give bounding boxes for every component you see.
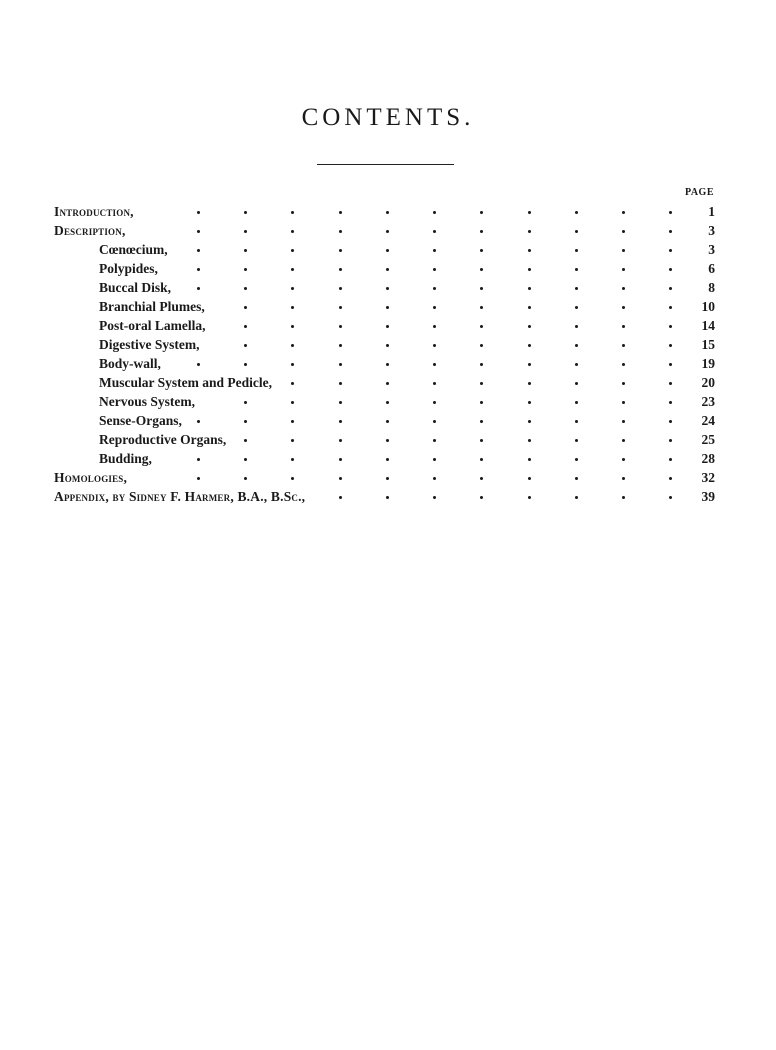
leader-dot [244,477,247,480]
leader-dot [622,325,625,328]
leader-dot [197,268,200,271]
leader-dot [291,211,294,214]
leader-dot [197,420,200,423]
toc-entry-label: Body-wall, [99,356,161,371]
toc-entry-label: Polypides, [99,261,158,276]
leader-dot [244,211,247,214]
leader-dot [433,287,436,290]
leader-dot [244,249,247,252]
toc-entry [0,393,776,411]
leader-dot [575,287,578,290]
leader-dot [575,458,578,461]
toc-entry-label: Branchial Plumes, [99,299,205,314]
leader-dot [339,382,342,385]
toc-entry-label: Appendix, by Sidney F. Harmer, B.A., B.Sc., [54,489,306,504]
leader-dot [528,477,531,480]
leader-dot [197,458,200,461]
toc-entry-page: 20 [701,375,715,390]
leader-dot [575,344,578,347]
leader-dot [197,287,200,290]
leader-dot [480,458,483,461]
leader-dot [669,287,672,290]
leader-dot [622,420,625,423]
leader-dot [575,306,578,309]
leader-dot [575,268,578,271]
leader-dot [669,401,672,404]
toc-entry [0,450,776,468]
toc-entry-page: 39 [701,489,715,504]
leader-dot [669,439,672,442]
leader-dot [622,211,625,214]
leader-dot [575,382,578,385]
leader-dot [433,382,436,385]
leader-dot [480,306,483,309]
leader-dot [622,496,625,499]
toc-entry [0,469,776,487]
leader-dot [575,363,578,366]
leader-dot [669,382,672,385]
leader-dot [433,363,436,366]
toc-entry [0,279,776,297]
leader-dot [386,420,389,423]
leader-dot [528,382,531,385]
toc-entry [0,298,776,316]
leader-dot [339,439,342,442]
leader-dot [386,363,389,366]
page-column-heading: PAGE [684,187,714,198]
toc-entry [0,260,776,278]
leader-dot [480,230,483,233]
leader-dot [433,306,436,309]
leader-dot [339,344,342,347]
leader-dot [197,363,200,366]
title-rule [317,164,454,165]
leader-dot [528,325,531,328]
leader-dot [339,287,342,290]
leader-dot [433,268,436,271]
leader-dot [480,325,483,328]
leader-dot [433,458,436,461]
toc-entry-label: Post-oral Lamella, [99,318,206,333]
leader-dot [244,344,247,347]
leader-dot [669,230,672,233]
leader-dot [669,458,672,461]
leader-dot [528,287,531,290]
toc-entry-page: 25 [701,432,715,447]
toc-entry-page: 6 [708,261,715,276]
leader-dot [669,363,672,366]
leader-dot [480,211,483,214]
leader-dot [339,420,342,423]
toc-entry-page: 3 [708,242,715,257]
leader-dot [244,325,247,328]
leader-dot [339,211,342,214]
leader-dot [291,287,294,290]
toc-entry-page: 8 [708,280,715,295]
leader-dot [528,401,531,404]
leader-dot [433,211,436,214]
leader-dot [339,496,342,499]
leader-dot [480,268,483,271]
toc-entry [0,317,776,335]
leader-dot [622,306,625,309]
leader-dot [669,268,672,271]
toc-entry-page: 1 [708,204,715,219]
leader-dot [622,230,625,233]
leader-dot [244,420,247,423]
leader-dot [386,477,389,480]
leader-dot [244,306,247,309]
leader-dot [339,477,342,480]
toc-entry-label: Reproductive Organs, [99,432,227,447]
leader-dot [528,439,531,442]
toc-entry-label: Buccal Disk, [99,280,172,295]
leader-dot [622,249,625,252]
leader-dot [386,439,389,442]
leader-dot [197,230,200,233]
leader-dot [386,287,389,290]
leader-dot [386,325,389,328]
leader-dot [528,496,531,499]
toc-entry-page: 10 [701,299,715,314]
leader-dot [575,439,578,442]
leader-dot [575,496,578,499]
leader-dot [339,230,342,233]
leader-dot [575,420,578,423]
toc-entry-label: Sense-Organs, [99,413,182,428]
leader-dot [480,382,483,385]
leader-dot [480,401,483,404]
leader-dot [480,344,483,347]
leader-dot [244,439,247,442]
leader-dot [433,496,436,499]
leader-dot [622,287,625,290]
leader-dot [291,401,294,404]
leader-dot [480,363,483,366]
toc-entry [0,431,776,449]
toc-entry-label: Digestive System, [99,337,200,352]
leader-dot [669,420,672,423]
leader-dot [291,249,294,252]
leader-dot [622,401,625,404]
leader-dot [339,268,342,271]
toc-entry-page: 24 [701,413,715,428]
leader-dot [575,401,578,404]
leader-dot [622,458,625,461]
leader-dot [622,382,625,385]
toc-entry-label: Budding, [99,451,152,466]
leader-dot [575,249,578,252]
leader-dot [197,477,200,480]
leader-dot [622,363,625,366]
leader-dot [528,306,531,309]
leader-dot [433,249,436,252]
toc-entry-label: Muscular System and Pedicle, [99,375,272,390]
leader-dot [669,211,672,214]
leader-dot [669,477,672,480]
leader-dot [575,211,578,214]
leader-dot [339,363,342,366]
leader-dot [339,325,342,328]
toc-entry-page: 19 [701,356,715,371]
toc-entry-label: Introduction, [54,204,134,219]
leader-dot [433,477,436,480]
toc-entry-page: 32 [701,470,715,485]
toc-entry [0,241,776,259]
toc-entry [0,374,776,392]
leader-dot [433,230,436,233]
leader-dot [386,306,389,309]
leader-dot [339,458,342,461]
leader-dot [622,268,625,271]
leader-dot [433,420,436,423]
leader-dot [291,439,294,442]
leader-dot [339,306,342,309]
page-title: CONTENTS. [301,104,475,131]
leader-dot [197,249,200,252]
leader-dot [669,344,672,347]
toc-entry [0,336,776,354]
toc-entry [0,412,776,430]
leader-dot [575,477,578,480]
toc-entry [0,488,776,506]
leader-dot [291,477,294,480]
leader-dot [528,249,531,252]
leader-dot [291,382,294,385]
leader-dot [669,249,672,252]
leader-dot [528,211,531,214]
toc-entry [0,203,776,221]
leader-dot [669,306,672,309]
leader-dot [291,268,294,271]
leader-dot [386,401,389,404]
leader-dot [480,496,483,499]
leader-dot [386,382,389,385]
leader-dot [528,268,531,271]
leader-dot [480,249,483,252]
leader-dot [433,325,436,328]
leader-dot [622,439,625,442]
leader-dot [528,344,531,347]
toc-entry-page: 23 [701,394,715,409]
leader-dot [433,344,436,347]
toc-entry [0,355,776,373]
leader-dot [197,211,200,214]
leader-dot [291,306,294,309]
leader-dot [669,496,672,499]
leader-dot [244,287,247,290]
toc-entry-page: 15 [701,337,715,352]
leader-dot [291,363,294,366]
leader-dot [244,268,247,271]
leader-dot [386,496,389,499]
toc-entry-label: Homologies, [54,470,128,485]
leader-dot [386,249,389,252]
leader-dot [244,363,247,366]
leader-dot [291,458,294,461]
leader-dot [622,477,625,480]
leader-dot [480,477,483,480]
leader-dot [669,325,672,328]
leader-dot [386,211,389,214]
leader-dot [291,230,294,233]
toc-entry [0,222,776,240]
leader-dot [480,439,483,442]
leader-dot [622,344,625,347]
leader-dot [575,325,578,328]
leader-dot [244,458,247,461]
leader-dot [433,439,436,442]
leader-dot [244,401,247,404]
leader-dot [433,401,436,404]
leader-dot [386,458,389,461]
toc-entry-page: 14 [701,318,715,333]
leader-dot [386,230,389,233]
leader-dot [528,458,531,461]
leader-dot [575,230,578,233]
toc-entry-page: 28 [701,451,715,466]
toc-entry-page: 3 [708,223,715,238]
leader-dot [339,249,342,252]
leader-dot [291,344,294,347]
leader-dot [528,230,531,233]
leader-dot [528,363,531,366]
leader-dot [291,325,294,328]
leader-dot [386,344,389,347]
leader-dot [244,230,247,233]
leader-dot [480,420,483,423]
leader-dot [480,287,483,290]
leader-dot [291,420,294,423]
leader-dot [386,268,389,271]
leader-dot [339,401,342,404]
toc-entry-label: Cœnœcium, [99,242,168,257]
toc-entry-label: Description, [54,223,126,238]
leader-dot [528,420,531,423]
toc-entry-label: Nervous System, [99,394,195,409]
